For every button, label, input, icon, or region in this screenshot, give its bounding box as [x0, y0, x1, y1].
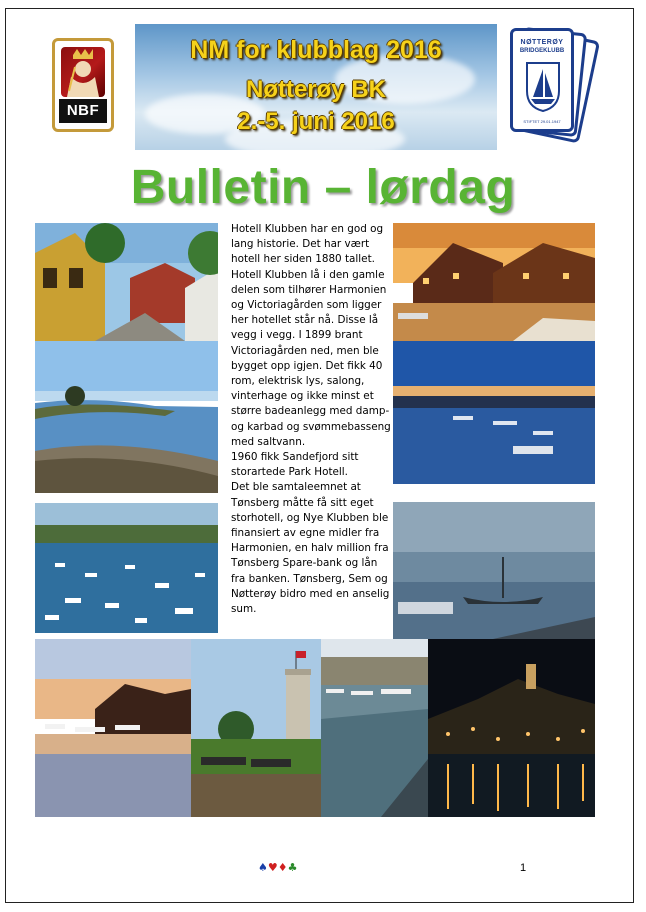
club-logo-line1: NØTTERØY	[520, 39, 564, 46]
spade-icon: ♠	[258, 861, 268, 874]
photo-canal-boats	[321, 639, 428, 817]
banner-club-name: Nøtterøy BK	[245, 76, 386, 103]
photo-marina-boats	[35, 503, 218, 633]
club-logo-line2: BRIDGEKLUBB	[519, 48, 565, 54]
diamond-icon: ♦	[277, 861, 288, 874]
page-title: Bulletin – lørdag	[130, 161, 516, 214]
club-logo-founded: STIFTET 29.01.1947	[523, 119, 561, 124]
article-paragraph-3: 1960 fikk Sandefjord sitt storartede Park Hotell.	[231, 451, 359, 479]
article-paragraph-2: vegg i vegg. I 1899 brant Victoriagården ned, men ble bygget opp igjen. Det fikk 40 rom, elektrisk lys, salong, vinterhage og ikke minst et større badeanlegg med damp- og karbad og svømmebasseng med saltvann.	[231, 329, 391, 448]
club-icon: ♣	[287, 861, 298, 874]
article-paragraph-1: Hotell Klubben har en god og lang historie. Det har vært hotell her siden 1880 tallet. Hotell Klubben lå i den gamle delen som tilhører Harmonien og Victoriagården som ligger her hotellet står nå. Disse lå	[231, 223, 387, 327]
photo-castle-tower-cannons	[191, 639, 321, 817]
photo-waterfront-sunset	[35, 639, 191, 817]
photo-harbour-evening	[393, 341, 595, 484]
article-paragraph-4: Det ble samtaleemnet at Tønsberg måtte få sitt eget storhotell, og Nye Klubben ble finansiert av egne midler fra Harmonien, en halv million fra Tønsberg Spare-bank og lån fra banken. Tønsberg, Sem og Nøtterøy bidro med en anselig sum.	[231, 481, 390, 616]
photo-wooden-houses-street	[35, 223, 218, 341]
photo-town-night-lights	[428, 639, 595, 817]
sailboat-shield-icon	[525, 61, 561, 113]
photo-harbour-sunset	[393, 223, 595, 341]
heart-icon: ♥	[267, 861, 278, 874]
page-number: 1	[520, 862, 527, 874]
photo-viking-ship-fog	[393, 502, 595, 639]
notteroy-bridgeklubb-logo	[508, 26, 592, 142]
king-card-image	[61, 47, 105, 97]
photo-coastal-bay	[35, 341, 218, 493]
banner-event-title: NM for klubblag 2016	[190, 36, 442, 64]
nbf-logo	[52, 38, 114, 132]
event-banner	[135, 24, 497, 150]
article-text	[231, 222, 391, 617]
nbf-logo-text: NBF	[59, 99, 107, 123]
card-suits-ornament	[258, 861, 298, 874]
banner-dates: 2.-5. juni 2016	[237, 108, 395, 135]
